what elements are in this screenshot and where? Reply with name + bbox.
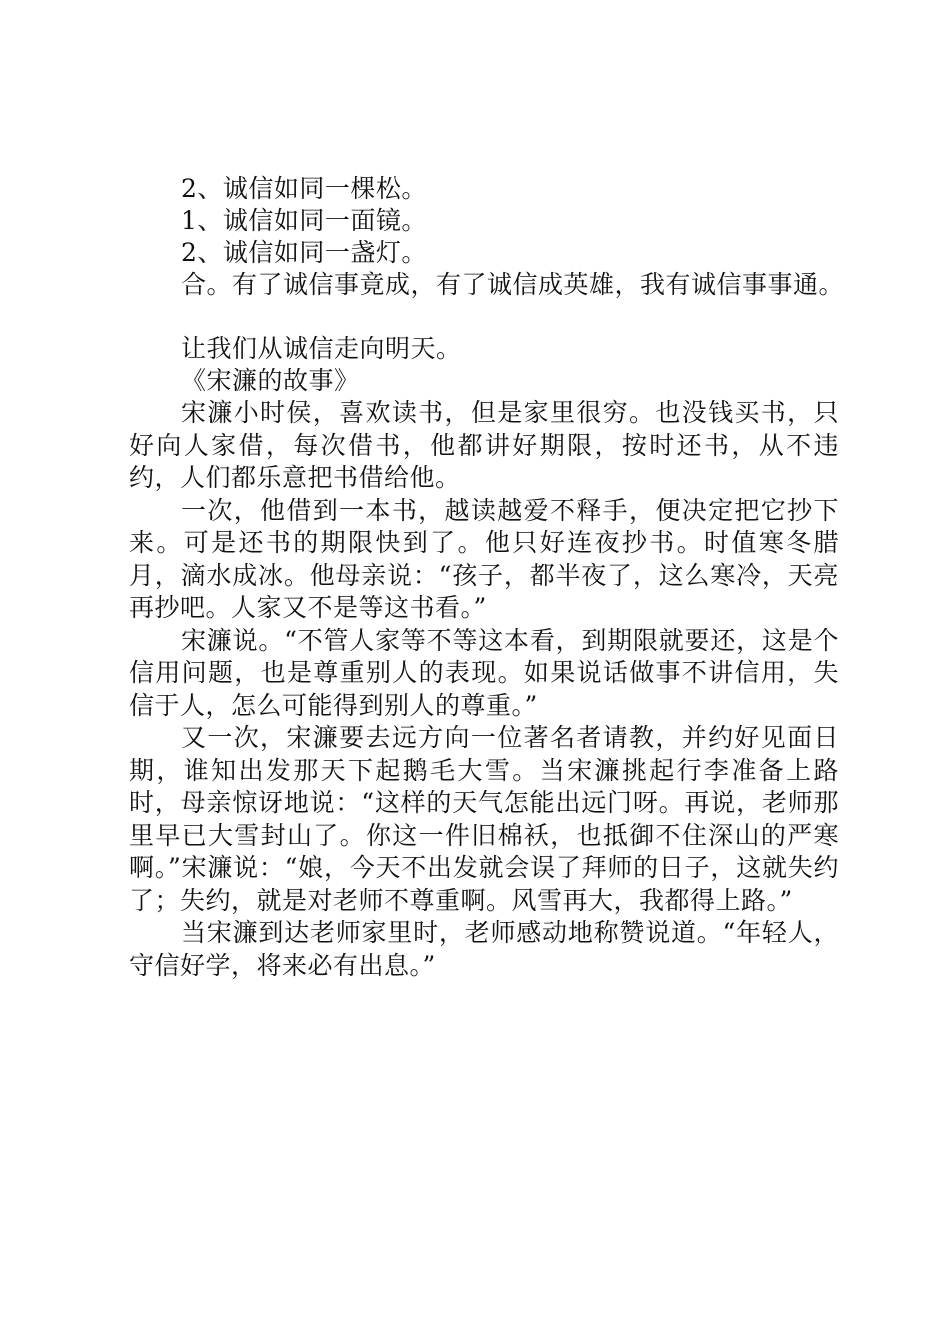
list-line-1: 2、诚信如同一棵松。: [181, 174, 427, 203]
closing-line: 让我们从诚信走向明天。: [181, 334, 462, 363]
paragraph-1: 宋濂小时侯，喜欢读书，但是家里很穷。也没钱买书，只好向人家借，每次借书，他都讲好期限，按时还书，从不违约，人们都乐意把书借给他。: [129, 398, 839, 492]
paragraph-5: 当宋濂到达老师家里时，老师感动地称赞说道。“年轻人，守信好学，将来必有出息。”: [129, 918, 839, 980]
document-body: [129, 173, 845, 982]
story-title: 《宋濂的故事》: [181, 366, 360, 395]
summary-line: 合。有了诚信事竟成，有了诚信成英雄，我有诚信事事通。: [181, 270, 845, 299]
paragraph-3: 宋濂说。“不管人家等不等这本看，到期限就要还，这是个信用问题，也是尊重别人的表现。如果说话做事不讲信用，失信于人，怎么可能得到别人的尊重。”: [129, 625, 839, 720]
list-line-2: 1、诚信如同一面镜。: [181, 206, 427, 235]
list-line-3: 2、诚信如同一盏灯。: [181, 238, 427, 267]
paragraph-4: 又一次，宋濂要去远方向一位著名者请教，并约好见面日期，谁知出发那天下起鹅毛大雪。当宋濂挑起行李准备上路时，母亲惊讶地说：“这样的天气怎能出远门呀。再说，老师那里早已大雪封山了。你这一件旧棉袄，也抵御不住深山的严寒啊。”宋濂说：“娘，今天不出发就会误了拜师的日子，这就失约了；失约，就是对老师不尊重啊。风雪再大，我都得上路。”: [129, 723, 839, 915]
blank-line: [129, 301, 839, 333]
paragraph-2: 一次，他借到一本书，越读越爱不释手，便决定把它抄下来。可是还书的期限快到了。他只好连夜抄书。时值寒冬腊月，滴水成冰。他母亲说：“孩子，都半夜了，这么寒冷，天亮再抄吧。人家又不是等这书看。”: [129, 495, 839, 622]
